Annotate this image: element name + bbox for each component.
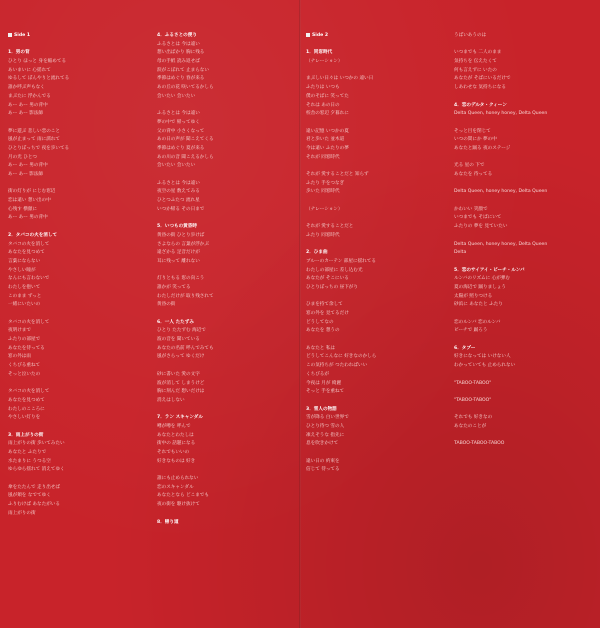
lyric-line: Delta [454,250,467,256]
block-spacer [157,406,297,415]
lyric-line: あー あー 男の背中 [8,215,48,221]
lyric-line [157,267,297,276]
block-spacer [454,336,594,345]
lyric-line: それが 愛することだと [306,224,354,230]
lyric-line [454,119,594,128]
lyric-line: ふたりの 夢を 見ていたい [454,224,508,230]
lyric-line: 夜空の星 数えてみる [157,189,200,195]
lyric-line: タバコの火を消して [8,389,50,395]
lyric-line: TABOO-TABOO-TABOO [454,441,505,447]
lyric-line: 窓の外は雨 [8,354,31,360]
lyric-line: ブルーのカーテン 部屋に揺れてる [306,258,376,264]
lyric-line: 水たまりに うつる空 [8,458,51,464]
lyric-line: あの丘の花 咲いてるかしら [157,85,214,91]
lyric-line: 誰にも止められない [157,476,199,482]
lyric-line: 会いたい 会いたい [157,163,196,169]
lyric-line: なんにも言わないで [8,276,50,282]
lyric-line [157,171,297,180]
lyric-line: 遠い日の 約束を [306,458,340,464]
lyric-line: あいまいに 心揺れて [8,67,51,73]
lyric-line: あなたが そこにいる [306,276,349,282]
lyric-line: ふたり 同窓時代 [306,232,340,238]
block-spacer [157,310,297,319]
lyric-line [157,102,297,111]
lyric-line: 波の音を 聞いている [157,337,200,343]
lyric-line: ひまを持て余して [306,302,343,308]
lyric-line: かわいい 笑顔で [454,206,488,212]
song-title: 5．恋のサイアイ・ビーチ・ルンバ [454,267,525,273]
block-spacer [454,93,594,102]
block-spacer [306,241,446,250]
lyric-line: ビーチで 踊ろう [454,328,488,334]
lyric-line: それが 同窓時代 [306,154,340,160]
lyric-line: あの川の音 聞こえるかしら [157,154,214,160]
lyric-line: それでもいいの [157,450,190,455]
lyric-line [454,432,594,441]
lyric-line: やさしい瞳が [8,267,36,273]
lyric-line: "TABOO-TABOO" [454,397,492,403]
lyric-line: 今は遠い ふたりの夢 [306,145,349,151]
lyric-line: 夜の街を 駆け抜けて [157,502,200,508]
lyric-line: あー あー 影法師 [8,172,44,177]
lyric-line: 街の灯りが にじむ窓辺 [8,189,56,195]
lyric-line: 風がさらって ゆくだけ [157,354,205,360]
lyric-line [157,466,297,475]
lyric-line: ルンバのリズムに 心が弾む [454,276,511,282]
lyric-line [8,180,148,189]
lyric-line [306,214,446,223]
lyric-line [306,119,446,128]
lyric-line: 息を吹きかけて [306,441,339,447]
song-title: 5．いつもの黄昏時 [157,224,197,230]
lyric-line: 好きになっては いけない人 [454,354,511,360]
lyric-line: タバコの火を消して [8,241,50,247]
lyric-line: そっと泣いたの [8,371,41,377]
lyric-line: あなたを見つめて [8,397,45,403]
song-title: 8．帰り道 [157,519,179,525]
lyric-line: 黄昏の街 [157,302,176,308]
lyric-line: あなたとなら どこまでも [157,493,209,499]
lyric-line: 光る 星の 下で [454,163,485,169]
lyric-line: まぶたに 浮かんでる [8,93,51,99]
lyric-line: 夜明けまで [8,328,31,334]
lyric-line: あなたのことが [454,423,487,429]
lyric-line: 波が消して しまうけど [157,380,205,386]
lyric-line: あなたの名前 呼んでみても [157,345,214,351]
lyrics-column-4 [454,32,594,628]
song-title: 6．タブー [454,345,476,351]
lyric-line: 何も言えずに いたの [454,67,497,73]
lyric-line: どうしてなの [306,319,334,325]
lyric-line [454,232,594,241]
side-label: Side 2 [306,32,446,41]
lyric-line: あー あー 影法師 [8,111,44,117]
lyric-line: 心残す 横顔に [8,206,38,212]
lyric-line: 恋のスキャンダル [157,484,194,490]
lyric-line: Delta Queen, honey honey, Delta Queen [454,111,548,117]
lyric-line: ふたりの部屋で [8,337,41,343]
lyric-line: あなたと踊る 夜のステージ [454,145,511,151]
lyric-line: 歩いた 同窓時代 [306,189,340,195]
lyric-line: そっと目を閉じて [454,128,491,134]
song-title: 3．雨上がりの街 [8,432,44,438]
lyric-line: 太陽が 照りつける [454,293,493,299]
lyric-line: あの日の声が 聞こえてくる [157,137,214,143]
center-fold [299,0,301,628]
lyric-line: ふたり 手をつなぎ [306,180,345,186]
lyric-line [306,293,446,302]
block-spacer [306,397,446,406]
lyric-line [8,310,148,319]
lyric-line: ひとつふたつ 流れ星 [157,198,200,204]
lyrics-column-1 [8,32,148,628]
lyric-line: 胸に刻んだ 想いだけは [157,389,205,395]
lyric-line: 雪が降る 白い世界で [306,415,349,421]
lyric-line: 涙がこぼれて 止まらない [157,67,209,73]
lyric-line: 校舎の窓辺 夕暮れに [306,111,349,117]
lyric-line: くちびるが [306,371,329,377]
lyric-line: ゆるして ぼんやりと流れてる [8,76,70,82]
lyric-line: （ナレーション） [306,206,343,212]
lyric-line: ふりむけば あなたがいる [8,502,60,508]
block-spacer [8,223,148,232]
block-spacer [157,510,297,519]
lyric-line [306,67,446,76]
lyric-line: 窓の外を 見てるだけ [306,311,349,316]
block-spacer [306,41,446,50]
lyric-line: ふたりは いつも [306,85,340,91]
lyric-line: うばいあうのは [454,33,487,38]
block-spacer [157,214,297,223]
lyric-line: ひとり ほっと 身を縮めてる [8,59,67,65]
lyric-line: 砂に書いた 愛の文字 [157,371,200,377]
lyric-line: 砂浜に あなたと ふたり [454,302,503,308]
lyric-line: ふるさとは 今は遠い [157,41,200,47]
lyric-line [8,475,148,484]
lyric-line: 凍えそうな 指先に [306,432,345,438]
lyric-line: あなたが そばにいるだけで [454,76,511,82]
lyric-line: あなたを 想うの [306,328,340,334]
lyric-line: それでも 好きなの [454,415,493,421]
lyric-line: ふるさとは 今は遠い [157,180,200,186]
lyric-line: Delta Queen, honey honey, Delta Queen [454,241,548,247]
lyric-line [454,41,594,50]
lyrics-column-3 [306,32,446,628]
lyric-line: わたしのこころに [8,406,45,412]
lyric-line: さよならの 言葉が浮かぶ [157,241,209,247]
block-spacer [8,41,148,50]
song-title: 7．ラン スキャンダル [157,415,203,421]
lyric-line: 一緒にいたいの [8,302,41,308]
lyric-line: しあわせな 気持ちになる [454,85,506,91]
lyric-line: あなたと ふたりで [8,450,47,455]
lyric-line: 気持ちを 伝えたくて [454,59,497,65]
lyric-line: タバコの火を消して [8,319,50,325]
lyric-line: わたしだけが 取り残されて [157,293,214,299]
lyric-line: あなたを見つめて [8,250,45,256]
lyric-line: "TABOO-TABOO" [454,380,492,386]
lyric-line: わたしを抱いて [8,284,41,290]
lyric-line: わたしの部屋に 差し込む光 [306,267,363,273]
song-title: 6．一人 たたずみ [157,319,194,325]
lyric-line: 夢に遊ぶ 悲しい恋のこと [8,128,60,134]
lyric-line: 街中の 話題になる [157,441,196,447]
lyric-line [306,197,446,206]
block-spacer [8,423,148,432]
lyric-line: （ナレーション） [306,59,343,65]
lyric-line: 夢の中で 帰ってゆく [157,119,200,125]
lyric-line [454,371,594,380]
lyric-line: 黄昏の街 ひとり歩けば [157,232,205,238]
lyric-line: くちびる重ねて [8,363,41,369]
lyric-line: この気持ちが つたわればいい [306,363,368,369]
lyric-line: まぶしい日々は いつかの 遠い日 [306,76,374,82]
lyric-line: 父の背中 小さくなって [157,128,205,134]
lyric-line: 季節はめぐり 夏が来る [157,145,205,151]
lyric-line [454,180,594,189]
lyric-line: 遠ざかる 足音だけが [157,250,200,256]
lyric-line: ひとりぼっちで 夜を歩いてる [8,145,70,151]
lyric-line [8,119,148,128]
lyric-line: 月の光 ひとつ [8,154,37,160]
lyric-line: 言葉にならない [8,258,41,264]
lyric-line: 今夜は 月が 綺麗 [306,380,342,386]
song-title: 4．ふるさとの便り [157,33,197,38]
lyric-line: 君と歩いた 並木道 [306,137,345,143]
song-title: 3．雪人の物語 [306,406,337,412]
lyric-line: 雨上がりの街 歩いてみたい [8,441,65,447]
lyric-line: 消えはしない [157,397,185,403]
lyric-line: 噂が噂を 呼んで [157,423,191,429]
lyric-line: Delta Queen, honey honey, Delta Queen [454,189,548,195]
lyric-line: あー あー 男の背中 [8,102,48,108]
lyric-line: 風が頬を なでてゆく [8,493,51,499]
lyric-line [454,310,594,319]
lyrics-column-2 [157,32,297,628]
lyric-line: いつまでも 二人のまま [454,50,502,56]
lyric-line [454,154,594,163]
lyric-line: 会いたい 会いたい [157,93,196,99]
song-title: 1．男の背 [8,50,30,56]
song-title: 4．恋のデルタ・クィーン [454,102,507,108]
lyric-line: あなたとわたしは [157,432,194,438]
lyric-line [454,388,594,397]
lyric-line: 好きなものは 好き [157,458,196,464]
lyric-line: 恋は遠い 想い出の中 [8,198,51,204]
lyric-line: ふるさとは 今は遠い [157,111,200,117]
lyric-line: いつの間にか 夢の中 [454,137,497,143]
lyric-line [306,162,446,171]
lyric-line: ひとり待つ 雪の人 [306,423,345,429]
lyric-line: ゆらゆら揺れて 消えてゆく [8,467,65,473]
lyric-line: 雨上がりの街 [8,510,36,516]
lyric-line: 傘をたたんで 走り出せば [8,484,60,490]
lyric-line: 誰かが 笑ってる [157,284,191,290]
lyric-line: 季節はめぐり 春が来る [157,76,205,82]
lyric-line: 風が止まって 雨に濡れて [8,137,60,143]
lyric-line [8,380,148,389]
lyric-line: 夏の海辺で 踊りましょう [454,284,506,290]
lyric-line [454,197,594,206]
lyric-line: 想い出ばかり 胸に残る [157,50,205,56]
lyric-line [454,406,594,415]
lyric-line: わかっていても 止められない [454,363,516,369]
lyric-line: やさしい灯りを [8,415,41,421]
lyric-line: あー あー 男の背中 [8,163,48,169]
lyric-line: 僕のそばに 笑ってた [306,93,349,99]
song-title: 1．同窓時代 [306,50,333,56]
lyric-line: 誰か呼ぶ声もなく [8,85,45,91]
lyric-line: いつまでも そばにいて [454,215,502,221]
lyric-line: 灯りともる 窓の向こう [157,276,205,282]
lyric-line: ひとり たたずむ 海辺で [157,328,206,334]
lyric-line: 遠い記憶 いつかの夏 [306,128,349,134]
lyric-line: あなたを 待ってる [454,172,493,177]
lyric-line [157,362,297,371]
song-title: 2．ひま曲 [306,250,328,256]
lyric-line: 恋のルンバ 恋のルンバ [454,319,501,325]
block-spacer [454,258,594,267]
side-label: Side 1 [8,32,148,41]
lyric-line [306,449,446,458]
lyric-line: ひとりぼっちの 昼下がり [306,284,358,290]
lyric-line: どうしてこんなに 好きなのかしら [306,354,377,360]
lyric-line: それは あの日の [306,102,340,108]
lyric-line [306,336,446,345]
lyric-line: そっと 手を重ねて [306,389,345,395]
lyric-line: 耳に残って 離れない [157,258,200,264]
lyric-line: このまま ずっと [8,293,42,299]
lyric-line: いつか帰る その日まで [157,206,205,212]
song-title: 2．タバコの火を消して [8,232,58,238]
lyric-line: 信じて 待ってる [306,467,340,473]
lyric-line: あなたと 私は [306,345,336,351]
lyric-line: それが 愛することだと 知らず [306,172,369,177]
lyric-line: あなたを待ってる [8,345,45,351]
lyric-line: 母の手紙 読み返せば [157,59,200,65]
